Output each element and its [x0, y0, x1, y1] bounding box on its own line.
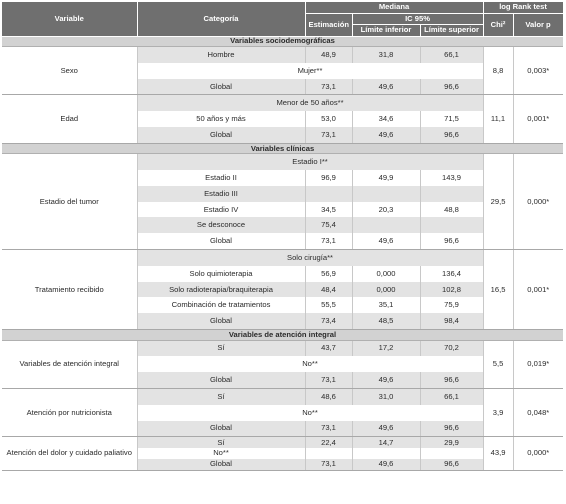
- limite-superior-cell: 96,6: [420, 79, 483, 95]
- estimacion-cell: 73,1: [305, 79, 352, 95]
- limite-inferior-cell: 48,5: [352, 313, 420, 329]
- limite-inferior-cell: 49,6: [352, 127, 420, 143]
- category-cell: Global: [137, 421, 305, 437]
- category-cell: Solo radioterapia/braquiterapia: [137, 282, 305, 298]
- limite-superior-cell: [420, 217, 483, 233]
- survival-table: [2, 2, 564, 471]
- estimacion-cell: [305, 186, 352, 202]
- valor-p-cell: 0,001*: [513, 95, 563, 143]
- table-row: [2, 154, 563, 170]
- header-categoria: Categoría: [137, 2, 305, 36]
- limite-superior-cell: 66,1: [420, 47, 483, 63]
- limite-superior-cell: 96,6: [420, 233, 483, 249]
- limite-superior-cell: 96,6: [420, 127, 483, 143]
- limite-inferior-cell: 0,000: [352, 266, 420, 282]
- estimacion-cell: 56,9: [305, 266, 352, 282]
- chi2-cell: 43,9: [483, 437, 513, 470]
- header-limite-superior: Límite superior: [420, 25, 483, 37]
- table-row: [2, 250, 563, 266]
- estimacion-cell: [305, 448, 352, 459]
- header-limite-inferior: Límite inferior: [352, 25, 420, 37]
- section-title: Variables clínicas: [2, 143, 563, 154]
- category-cell: Global: [137, 233, 305, 249]
- valor-p-cell: 0,003*: [513, 47, 563, 95]
- estimacion-cell: 73,1: [305, 421, 352, 437]
- limite-superior-cell: 96,6: [420, 459, 483, 470]
- estimacion-cell: 43,7: [305, 340, 352, 356]
- estimacion-cell: 55,5: [305, 297, 352, 313]
- limite-superior-cell: 102,8: [420, 282, 483, 298]
- limite-inferior-cell: 20,3: [352, 202, 420, 218]
- variable-cell: Atención por nutricionista: [2, 388, 137, 436]
- limite-inferior-cell: 31,8: [352, 47, 420, 63]
- chi2-cell: 16,5: [483, 250, 513, 330]
- section-row: [2, 36, 563, 47]
- table-row: [2, 47, 563, 63]
- category-cell: Mujer**: [137, 63, 483, 79]
- limite-inferior-cell: 17,2: [352, 340, 420, 356]
- category-cell: Combinación de tratamientos: [137, 297, 305, 313]
- limite-superior-cell: 70,2: [420, 340, 483, 356]
- limite-superior-cell: 136,4: [420, 266, 483, 282]
- category-cell: Estadio I**: [137, 154, 483, 170]
- category-cell: Estadio IV: [137, 202, 305, 218]
- header-log-rank: log Rank test: [483, 2, 563, 13]
- table-body: [2, 36, 563, 470]
- limite-superior-cell: [420, 186, 483, 202]
- limite-inferior-cell: 49,6: [352, 421, 420, 437]
- chi2-cell: 29,5: [483, 154, 513, 250]
- category-cell: Estadio II: [137, 170, 305, 186]
- table-row: [2, 388, 563, 404]
- estimacion-cell: 73,1: [305, 459, 352, 470]
- category-cell: No**: [137, 405, 483, 421]
- variable-cell: Sexo: [2, 47, 137, 95]
- limite-superior-cell: 96,6: [420, 421, 483, 437]
- estimacion-cell: 75,4: [305, 217, 352, 233]
- section-row: [2, 330, 563, 341]
- limite-inferior-cell: 49,6: [352, 459, 420, 470]
- category-cell: Solo cirugía**: [137, 250, 483, 266]
- header-chi2: Chi²: [483, 13, 513, 36]
- limite-inferior-cell: 49,6: [352, 79, 420, 95]
- limite-superior-cell: 96,6: [420, 372, 483, 388]
- limite-inferior-cell: 49,6: [352, 372, 420, 388]
- section-title: Variables sociodemográficas: [2, 36, 563, 47]
- category-cell: Global: [137, 459, 305, 470]
- table-row: [2, 95, 563, 111]
- table-row: [2, 340, 563, 356]
- category-cell: Global: [137, 127, 305, 143]
- table-header: [2, 2, 563, 36]
- header-variable: Variable: [2, 2, 137, 36]
- estimacion-cell: 73,1: [305, 233, 352, 249]
- category-cell: Global: [137, 79, 305, 95]
- section-row: [2, 143, 563, 154]
- category-cell: No**: [137, 448, 305, 459]
- chi2-cell: 11,1: [483, 95, 513, 143]
- header-ic: IC 95%: [352, 13, 483, 25]
- variable-cell: Edad: [2, 95, 137, 143]
- estimacion-cell: 48,9: [305, 47, 352, 63]
- estimacion-cell: 73,4: [305, 313, 352, 329]
- limite-superior-cell: 98,4: [420, 313, 483, 329]
- limite-superior-cell: 48,8: [420, 202, 483, 218]
- header-mediana: Mediana: [305, 2, 483, 13]
- estimacion-cell: 53,0: [305, 111, 352, 127]
- variable-cell: Estadio del tumor: [2, 154, 137, 250]
- estimacion-cell: 48,6: [305, 388, 352, 404]
- limite-superior-cell: 66,1: [420, 388, 483, 404]
- limite-superior-cell: 143,9: [420, 170, 483, 186]
- limite-superior-cell: 71,5: [420, 111, 483, 127]
- limite-inferior-cell: 14,7: [352, 437, 420, 448]
- limite-inferior-cell: 31,0: [352, 388, 420, 404]
- category-cell: Se desconoce: [137, 217, 305, 233]
- limite-inferior-cell: [352, 217, 420, 233]
- chi2-cell: 8,8: [483, 47, 513, 95]
- category-cell: 50 años y más: [137, 111, 305, 127]
- limite-superior-cell: 29,9: [420, 437, 483, 448]
- category-cell: Sí: [137, 388, 305, 404]
- category-cell: Menor de 50 años**: [137, 95, 483, 111]
- limite-inferior-cell: 35,1: [352, 297, 420, 313]
- limite-inferior-cell: 34,6: [352, 111, 420, 127]
- estimacion-cell: 22,4: [305, 437, 352, 448]
- valor-p-cell: 0,019*: [513, 340, 563, 388]
- estimacion-cell: 73,1: [305, 127, 352, 143]
- limite-inferior-cell: 0,000: [352, 282, 420, 298]
- limite-inferior-cell: 49,9: [352, 170, 420, 186]
- category-cell: Hombre: [137, 47, 305, 63]
- limite-inferior-cell: 49,6: [352, 233, 420, 249]
- limite-inferior-cell: [352, 448, 420, 459]
- header-estimacion: Estimación: [305, 13, 352, 36]
- valor-p-cell: 0,001*: [513, 250, 563, 330]
- estimacion-cell: 96,9: [305, 170, 352, 186]
- limite-superior-cell: 75,9: [420, 297, 483, 313]
- estimacion-cell: 73,1: [305, 372, 352, 388]
- category-cell: Global: [137, 313, 305, 329]
- category-cell: Global: [137, 372, 305, 388]
- valor-p-cell: 0,000*: [513, 154, 563, 250]
- variable-cell: Variables de atención integral: [2, 340, 137, 388]
- estimacion-cell: 48,4: [305, 282, 352, 298]
- estimacion-cell: 34,5: [305, 202, 352, 218]
- chi2-cell: 3,9: [483, 388, 513, 436]
- chi2-cell: 5,5: [483, 340, 513, 388]
- section-title: Variables de atención integral: [2, 330, 563, 341]
- valor-p-cell: 0,048*: [513, 388, 563, 436]
- header-valor-p: Valor p: [513, 13, 563, 36]
- limite-inferior-cell: [352, 186, 420, 202]
- category-cell: Sí: [137, 437, 305, 448]
- variable-cell: Atención del dolor y cuidado paliativo: [2, 437, 137, 470]
- valor-p-cell: 0,000*: [513, 437, 563, 470]
- limite-superior-cell: [420, 448, 483, 459]
- category-cell: Estadio III: [137, 186, 305, 202]
- category-cell: Sí: [137, 340, 305, 356]
- variable-cell: Tratamiento recibido: [2, 250, 137, 330]
- category-cell: Solo quimioterapia: [137, 266, 305, 282]
- category-cell: No**: [137, 356, 483, 372]
- table-row: [2, 437, 563, 448]
